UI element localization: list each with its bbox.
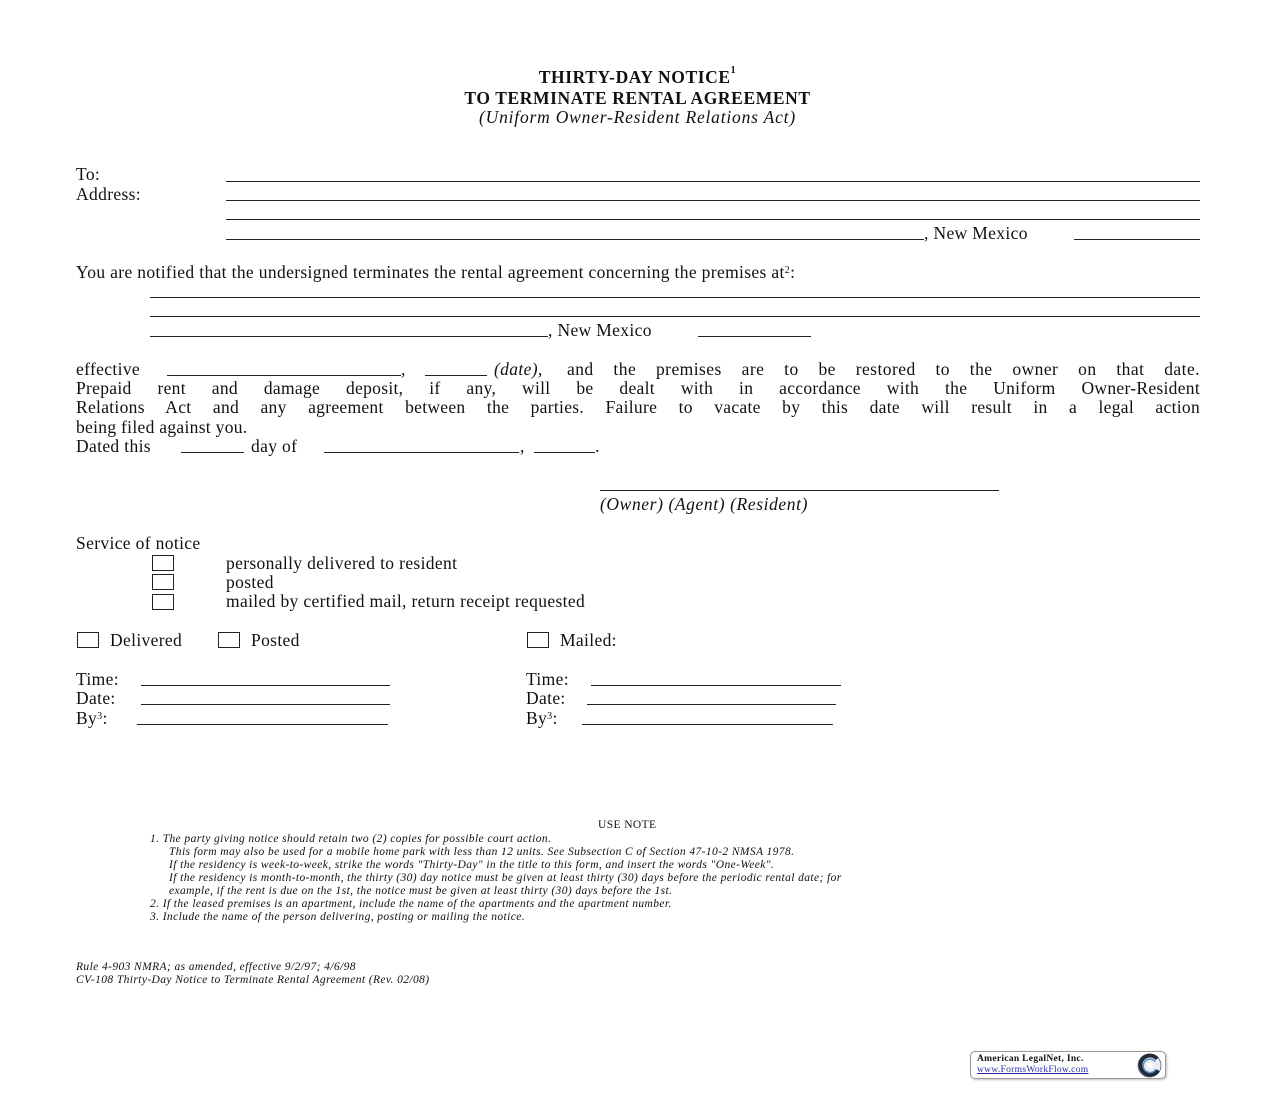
dated-period: . [595, 436, 600, 456]
left-time-label: Time: [76, 669, 119, 689]
form-subtitle: (Uniform Owner-Resident Relations Act) [479, 107, 796, 127]
service-mailed-label: mailed by certified mail, return receipt requested [226, 591, 586, 611]
left-date-field[interactable] [141, 704, 390, 705]
use-note-line: If the residency is week-to-week, strike the words "Thirty-Day" in the title to this form, and insert the words "One-Week". [169, 859, 775, 871]
premises-state-label: , New Mexico [548, 320, 652, 340]
globe-logo-icon [1137, 1053, 1162, 1078]
delivered-label: Delivered [110, 630, 183, 650]
footnote-ref: 3 [97, 711, 103, 722]
footnote-ref: 1 [730, 65, 737, 76]
address-city-field[interactable] [226, 239, 924, 240]
mailed-checkbox[interactable] [527, 632, 549, 648]
service-posted-label: posted [226, 572, 274, 592]
premises-line-1-field[interactable] [150, 297, 1200, 298]
footnote-ref: 3 [547, 711, 553, 722]
use-note-heading: USE NOTE [598, 819, 657, 831]
effective-date-field[interactable] [167, 375, 401, 376]
dated-this-label: Dated this [76, 436, 151, 456]
use-note-line: 1. The party giving notice should retain two (2) copies for possible court action. [150, 833, 552, 845]
posted-checkbox[interactable] [218, 632, 240, 648]
dated-comma: , [520, 436, 525, 456]
to-label: To: [76, 164, 101, 184]
right-date-label: Date: [526, 688, 566, 708]
body-line-2: Prepaid rent and damage deposit, if any, will be dealt with in accordance with the Uniform Owner-Resident [76, 378, 1200, 398]
footnote-ref: 2 [784, 265, 791, 276]
effective-label: effective [76, 359, 141, 379]
service-heading: Service of notice [76, 533, 201, 553]
use-note-line: If the residency is month-to-month, the thirty (30) day notice must be given at least thirty (30) days before the periodic rental date; for [169, 872, 842, 884]
signature-role-label: (Owner) (Agent) (Resident) [600, 494, 809, 514]
date-hint: (date), [494, 359, 543, 379]
body-line-1-rest: and the premises are to be restored to the owner on that date. [567, 359, 1200, 379]
rule-reference: Rule 4-903 NMRA; as amended, effective 9/2/97; 4/6/98 [76, 961, 356, 973]
badge-website-link[interactable]: www.FormsWorkFlow.com [977, 1065, 1089, 1075]
service-personal-checkbox[interactable] [152, 555, 174, 571]
right-by-label [526, 709, 558, 729]
body-line-3: Relations Act and any agreement between the parties. Failure to vacate by this date will result in a legal action [76, 397, 1200, 417]
address-line-2-field[interactable] [226, 219, 1200, 220]
effective-comma: , [401, 359, 406, 379]
to-field[interactable] [226, 181, 1200, 182]
premises-city-field[interactable] [150, 336, 548, 337]
address-label: Address: [76, 184, 142, 204]
left-by-field[interactable] [137, 724, 388, 725]
by-text: By [76, 708, 98, 728]
dated-month-field[interactable] [324, 452, 519, 453]
dated-day-field[interactable] [181, 452, 244, 453]
form-title-line-2: TO TERMINATE RENTAL AGREEMENT [464, 88, 811, 108]
address-line-1-field[interactable] [226, 200, 1200, 201]
service-posted-checkbox[interactable] [152, 574, 174, 590]
by-colon: : [552, 708, 558, 728]
by-colon: : [102, 708, 108, 728]
day-of-label: day of [251, 436, 298, 456]
effective-year-field[interactable] [425, 375, 487, 376]
left-date-label: Date: [76, 688, 116, 708]
premises-intro [76, 263, 795, 283]
mailed-label: Mailed: [560, 630, 617, 650]
premises-zip-field[interactable] [698, 336, 811, 337]
american-legalnet-badge[interactable] [970, 1051, 1166, 1079]
premises-intro-colon: : [790, 262, 796, 282]
use-note-line: 2. If the leased premises is an apartment, include the name of the apartments and the apartment number. [150, 898, 672, 910]
form-title [0, 67, 1275, 88]
use-note-line: example, if the rent is due on the 1st, the notice must be given at least thirty (30) days before the 1st. [169, 885, 673, 897]
service-mailed-checkbox[interactable] [152, 594, 174, 610]
left-time-field[interactable] [141, 685, 390, 686]
title-line-1: THIRTY-DAY NOTICE [538, 67, 731, 87]
address-zip-field[interactable] [1074, 239, 1200, 240]
dated-year-field[interactable] [534, 452, 595, 453]
body-line-4: being filed against you. [76, 417, 248, 437]
delivered-checkbox[interactable] [77, 632, 99, 648]
right-date-field[interactable] [587, 704, 836, 705]
by-text: By [526, 708, 548, 728]
address-state-label: , New Mexico [924, 223, 1028, 243]
right-time-field[interactable] [591, 685, 841, 686]
right-by-field[interactable] [582, 724, 833, 725]
service-personal-label: personally delivered to resident [226, 553, 458, 573]
premises-line-2-field[interactable] [150, 316, 1200, 317]
use-note-line: 3. Include the name of the person delivering, posting or mailing the notice. [150, 911, 526, 923]
form-identifier: CV-108 Thirty-Day Notice to Terminate Rental Agreement (Rev. 02/08) [76, 974, 430, 986]
signature-field[interactable] [600, 490, 999, 491]
badge-company-name: American LegalNet, Inc. [977, 1054, 1084, 1064]
posted-label: Posted [251, 630, 300, 650]
left-by-label [76, 709, 108, 729]
use-note-line: This form may also be used for a mobile home park with less than 12 units. See Subsection C of Section 47-10-2 NMSA 1978. [169, 846, 795, 858]
premises-intro-text: You are notified that the undersigned terminates the rental agreement concerning the premises at [76, 262, 785, 282]
right-time-label: Time: [526, 669, 569, 689]
